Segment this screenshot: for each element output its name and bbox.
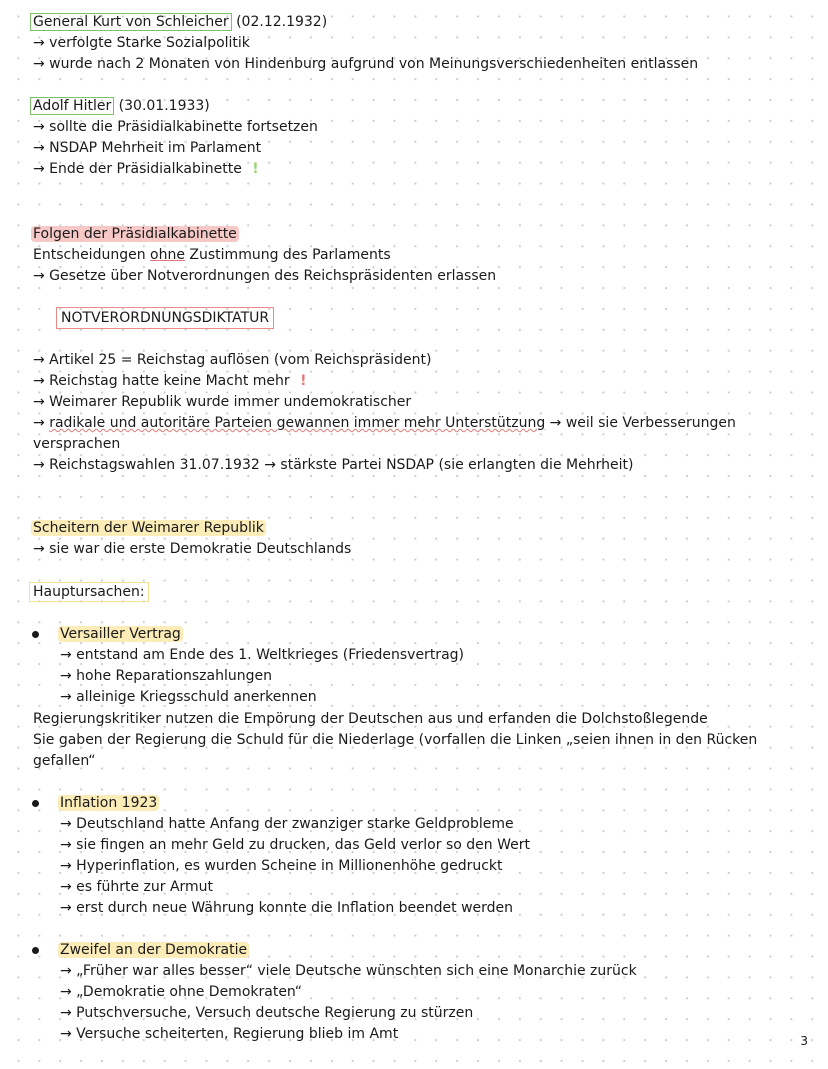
list-item: → entstand am Ende des 1. Weltkrieges (Friedensvertrag) (60, 647, 464, 663)
list-item-text: → Ende der Präsidialkabinette (33, 161, 242, 177)
list-item: → Putschversuche, Versuch deutsche Regierung zu stürzen (60, 1005, 474, 1021)
list-item-text: → Reichstag hatte keine Macht mehr (33, 373, 290, 389)
folgen-intro-underlined: ohne (150, 247, 185, 263)
list-item: → Artikel 25 = Reichstag auflösen (vom Reichspräsident) (33, 352, 432, 368)
inflation-title-text: Inflation 1923 (60, 795, 158, 811)
list-item: → Versuche scheiterten, Regierung blieb im Amt (60, 1026, 399, 1042)
folgen-heading-text: Folgen der Präsidialkabinette (33, 226, 237, 242)
exclamation-mark: ! (300, 373, 307, 389)
versailles-title-text: Versailler Vertrag (60, 626, 181, 642)
list-item-text: → weil sie Verbesserungen (545, 415, 736, 431)
hauptursachen-heading (33, 582, 149, 602)
notverordnung-box (56, 308, 274, 328)
versailles-title (60, 624, 183, 644)
folgen-heading (33, 224, 239, 244)
list-item: → „Früher war alles besser“ viele Deutsche wünschten sich eine Monarchie zurück (60, 963, 637, 979)
paragraph: Regierungskritiker nutzen die Empörung der Deutschen aus und erfanden die Dolchstoßlegende (33, 711, 708, 727)
list-item (33, 413, 736, 433)
inflation-title (60, 793, 159, 813)
list-item: → Gesetze über Notverordnungen des Reichspräsidenten erlassen (33, 268, 497, 284)
page-number: 3 (800, 1034, 808, 1048)
schleicher-name: General Kurt von Schleicher (30, 13, 232, 31)
list-item: → erst durch neue Währung konnte die Inflation beendet werden (60, 900, 514, 916)
list-item: → „Demokratie ohne Demokraten“ (60, 984, 303, 1000)
list-item: → Hyperinflation, es wurden Scheine in Millionenhöhe gedruckt (60, 858, 503, 874)
list-item: → verfolgte Starke Sozialpolitik (33, 35, 250, 51)
exclamation-mark: ! (252, 161, 259, 177)
list-item: → alleinige Kriegsschuld anerkennen (60, 689, 317, 705)
hitler-date: (30.01.1933) (118, 98, 210, 114)
bullet-icon (32, 947, 39, 954)
list-item: → sollte die Präsidialkabinette fortsetzen (33, 119, 318, 135)
scheitern-heading (33, 518, 266, 538)
bullet-icon (32, 800, 39, 807)
folgen-intro-pre: Entscheidungen (33, 247, 151, 263)
wavy-underlined-text: radikale und autoritäre Parteien gewannen immer mehr Unterstützung (49, 415, 546, 431)
list-item: → sie fingen an mehr Geld zu drucken, das Geld verlor so den Wert (60, 837, 530, 853)
list-item: → es führte zur Armut (60, 879, 214, 895)
list-item: → hohe Reparationszahlungen (60, 668, 272, 684)
folgen-intro-post: Zustimmung des Parlaments (184, 247, 391, 263)
hitler-heading (33, 96, 210, 116)
list-item: → wurde nach 2 Monaten von Hindenburg aufgrund von Meinungsverschiedenheiten entlassen (33, 56, 699, 72)
zweifel-title-text: Zweifel an der Demokratie (60, 942, 248, 958)
list-item-continuation: versprachen (33, 436, 121, 452)
scheitern-heading-text: Scheitern der Weimarer Republik (33, 520, 264, 536)
arrow: → (33, 415, 50, 431)
list-item (33, 159, 259, 179)
list-item: → Weimarer Republik wurde immer undemokratischer (33, 394, 412, 410)
hauptursachen-heading-text: Hauptursachen: (29, 582, 149, 602)
zweifel-title (60, 940, 249, 960)
list-item (33, 371, 307, 391)
bullet-icon (32, 631, 39, 638)
paragraph: gefallen“ (33, 753, 96, 769)
folgen-intro (33, 245, 391, 265)
list-item: → NSDAP Mehrheit im Parlament (33, 140, 262, 156)
schleicher-date: (02.12.1932) (236, 14, 328, 30)
schleicher-heading (33, 12, 327, 32)
notverordnung-box-text: NOTVERORDNUNGSDIKTATUR (56, 307, 274, 329)
paragraph: Sie gaben der Regierung die Schuld für die Niederlage (vorfallen die Linken „seien ihnen in den Rücken (33, 732, 758, 748)
list-item: → Deutschland hatte Anfang der zwanziger starke Geldprobleme (60, 816, 514, 832)
hitler-name: Adolf Hitler (30, 97, 114, 115)
list-item: → Reichstagswahlen 31.07.1932 → stärkste Partei NSDAP (sie erlangten die Mehrheit) (33, 457, 634, 473)
list-item: → sie war die erste Demokratie Deutschlands (33, 541, 352, 557)
